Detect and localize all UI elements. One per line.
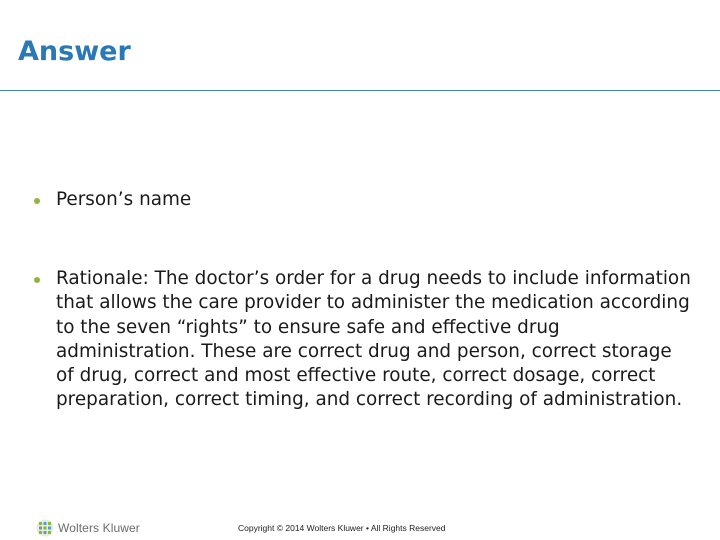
logo-text: Wolters Kluwer [58,521,140,535]
wolters-kluwer-logo-icon [36,519,54,537]
wolters-kluwer-logo [36,519,140,537]
bullet-text: Person’s name [56,189,192,210]
bullet-dot-icon [34,277,40,283]
slide-title: Answer [18,36,131,67]
bullet-item-rationale [30,267,695,413]
bullet-text: Rationale: The doctor’s order for a drug needs to include information that allows the care provider to administer the medication according to the seven “rights” to ensure safe and effective drug administration. These are correct drug and person, correct storage of drug, correct and most effective route, correct dosage, correct preparation, correct timing, and correct recording of administration. [56,268,691,411]
title-divider [0,90,720,91]
bullet-dot-icon [34,198,40,204]
copyright-text: Copyright © 2014 Wolters Kluwer • All Rights Reserved [238,523,446,533]
bullet-item-name [30,188,695,212]
